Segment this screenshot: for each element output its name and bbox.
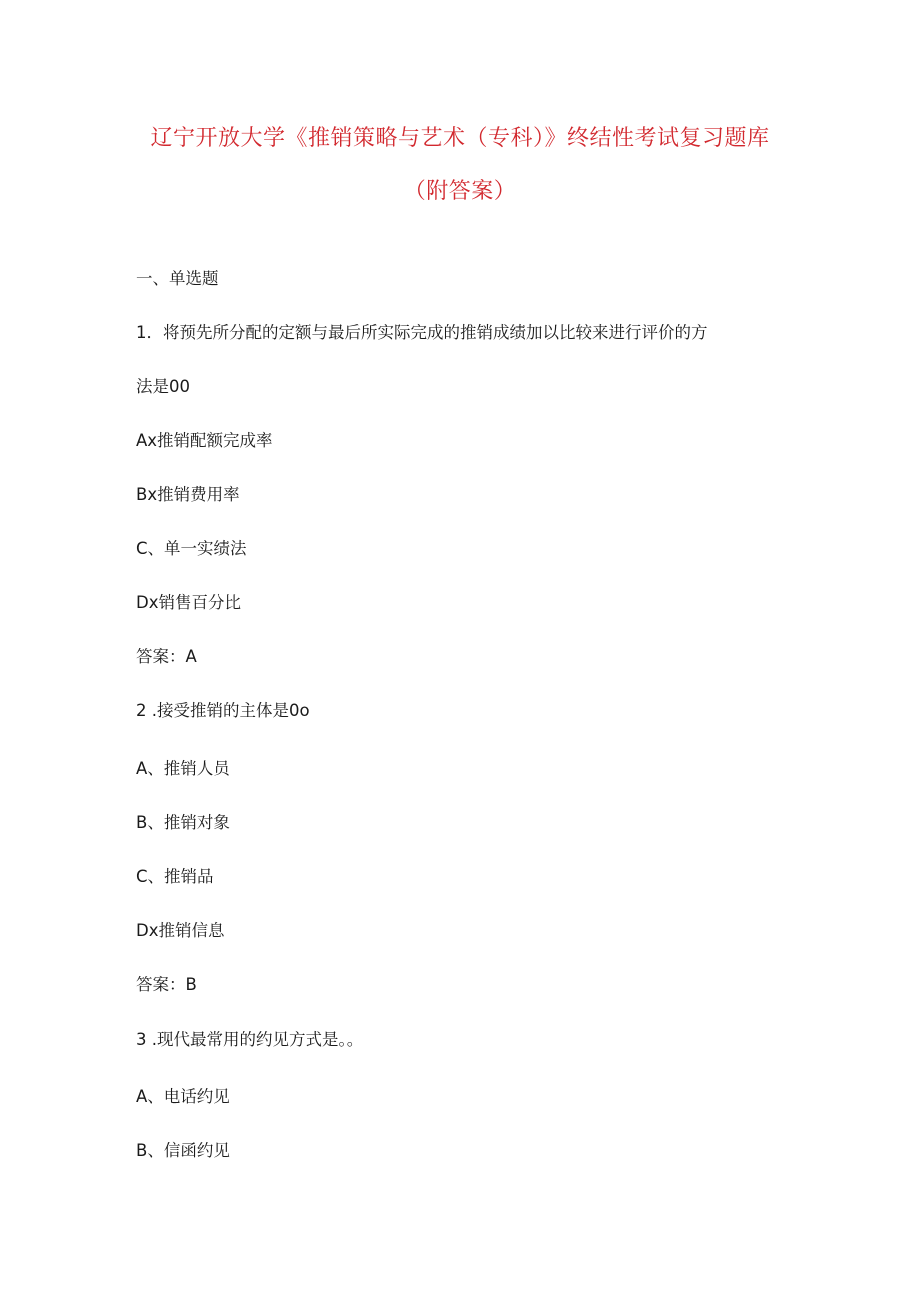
question-1-option-a: Ax推销配额完成率 bbox=[136, 431, 273, 450]
question-1-option-c: C、单一实绩法 bbox=[136, 539, 247, 558]
section-heading: 一、单选题 bbox=[136, 269, 219, 288]
question-1-option-b: Bx推销费用率 bbox=[136, 485, 240, 504]
question-3-option-b: B、信函约见 bbox=[136, 1141, 230, 1160]
document-title-suffix: （附答案） bbox=[403, 179, 517, 204]
question-2-option-c: C、推销品 bbox=[136, 867, 214, 886]
question-1-answer: 答案：A bbox=[136, 647, 197, 666]
question-2-option-d: Dx推销信息 bbox=[136, 921, 225, 940]
question-2-stem: 2 .接受推销的主体是0o bbox=[136, 701, 310, 720]
question-1-stem-line2: 法是00 bbox=[136, 377, 190, 396]
question-3-stem: 3 .现代最常用的约见方式是。。 bbox=[136, 1030, 364, 1049]
question-2-answer: 答案：B bbox=[136, 975, 197, 994]
question-1-stem-line1: 1．将预先所分配的定额与最后所实际完成的推销成绩加以比较来进行评价的方 bbox=[136, 323, 708, 342]
document-title: 辽宁开放大学《推销策略与艺术（专科）》终结性考试复习题库 bbox=[150, 126, 770, 151]
question-2-option-b: B、推销对象 bbox=[136, 813, 230, 832]
question-1-option-d: Dx销售百分比 bbox=[136, 593, 241, 612]
question-3-option-a: A、电话约见 bbox=[136, 1087, 230, 1106]
question-2-option-a: A、推销人员 bbox=[136, 759, 230, 778]
